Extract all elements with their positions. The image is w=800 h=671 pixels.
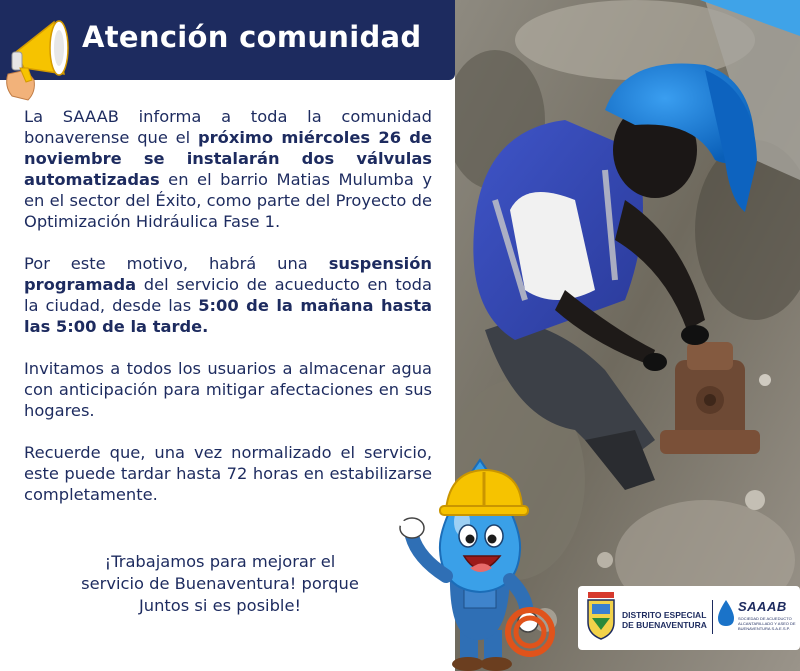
water-drop-mascot: [398, 440, 558, 671]
page-title: Atención comunidad: [82, 20, 422, 54]
announcement-text: [24, 106, 432, 526]
highlight-suspension: suspensión programada: [24, 254, 432, 294]
paragraph-stabilization: Recuerde que, una vez normalizado el servicio, este puede tardar hasta 72 horas en estabilizarse completamente.: [24, 443, 432, 504]
water-drop-icon: [718, 600, 734, 626]
highlight-schedule: 5:00 de la mañana hasta las 5:00 de la tarde.: [24, 296, 432, 336]
saaab-subtitle: SOCIEDAD DE ACUEDUCTO ALCANTARILLADO Y ASEO DE BUENAVENTURA S.A.E.S.P.: [738, 616, 796, 631]
district-name: DISTRITO ESPECIAL DE BUENAVENTURA: [622, 610, 707, 630]
megaphone-icon: [2, 12, 80, 102]
district-shield-logo: [586, 592, 616, 640]
highlight-installation: próximo miércoles 26 de noviembre se instalarán dos válvulas automatizadas: [24, 128, 433, 189]
paragraph-suspension: Por este motivo, habrá una suspensión programada del servicio de acueducto en toda la ciudad, desde las 5:00 de la mañana hasta las 5:00 de la tarde.: [24, 254, 432, 336]
logo-card: [578, 586, 800, 650]
logo-divider: [712, 600, 713, 634]
paragraph-installation: La SAAAB informa a toda la comunidad bonaverense que el próximo miércoles 26 de noviembre se instalarán dos válvulas automatizadas en el barrio Matias Mulumba y en el sector del Éxito, como parte del Proyecto de Optimización Hidráulica Fase 1.: [24, 107, 433, 231]
saaab-logo-text: SAAAB: [738, 599, 787, 614]
closing-message: ¡Trabajamos para mejorar el servicio de Buenaventura! porque Juntos si es posible!: [81, 552, 359, 615]
paragraph-storage: Invitamos a todos los usuarios a almacenar agua con anticipación para mitigar afectaciones en sus hogares.: [24, 359, 432, 420]
